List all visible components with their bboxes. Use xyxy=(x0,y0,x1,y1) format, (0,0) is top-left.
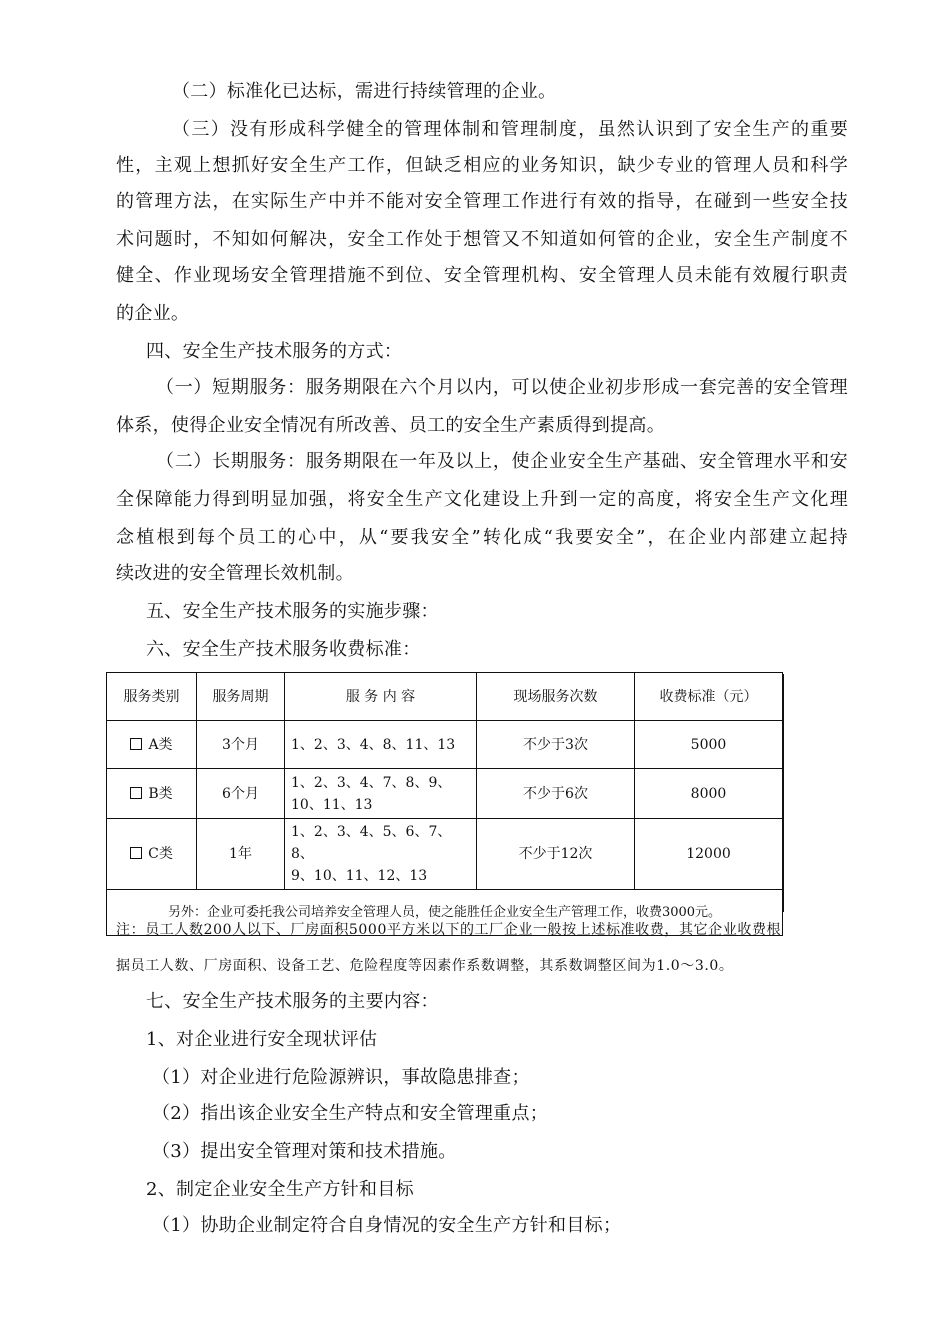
visits-cell: 不少于6次 xyxy=(477,769,635,819)
extra-note-cell: 另外：企业可委托我公司培养安全管理人员，使之能胜任企业安全生产管理工作，收费3000元。 xyxy=(107,890,783,936)
fee-cell: 8000 xyxy=(635,769,783,819)
table-header-cell: 服务类别 xyxy=(107,673,197,721)
fee-cell: 12000 xyxy=(635,819,783,890)
period-cell: 6个月 xyxy=(197,769,285,819)
table-border-shadow xyxy=(782,674,784,912)
table-header-row xyxy=(107,673,783,721)
category-cell xyxy=(107,819,197,890)
content-line: 1、2、3、4、7、8、9、 xyxy=(291,774,452,791)
content-line: 9、10、11、12、13 xyxy=(291,868,428,884)
paragraph-three-line4: 术问题时，不知如何解决，安全工作处于想管又不知道如何管的企业，安全生产制度不 xyxy=(116,229,848,250)
category-label: B类 xyxy=(148,785,173,802)
paragraph-long-term-line3: 念植根到每个员工的心中，从“要我安全”转化成“我要安全”，在企业内部建立起持 xyxy=(116,527,848,548)
fee-cell: 5000 xyxy=(635,721,783,769)
item-2-heading: 2、制定企业安全生产方针和目标 xyxy=(146,1179,414,1200)
paragraph-three-line3: 的管理方法，在实际生产中并不能对安全管理工作进行有效的指导，在碰到一些安全技 xyxy=(116,191,848,212)
paragraph-long-term-line4: 续改进的安全管理长效机制。 xyxy=(116,563,354,584)
paragraph-short-term-line2: 体系，使得企业安全情况有所改善、员工的安全生产素质得到提高。 xyxy=(116,415,665,436)
paragraph-three-line5: 健全、作业现场安全管理措施不到位、安全管理机构、安全管理人员未能有效履行职责 xyxy=(116,265,848,286)
table-header-cell: 服 务 内 容 xyxy=(285,673,477,721)
item-1-sub-2: （2）指出该企业安全生产特点和安全管理重点； xyxy=(152,1103,549,1124)
checkbox-icon xyxy=(130,738,142,750)
table-row xyxy=(107,721,783,769)
content-line: 10、11、13 xyxy=(291,796,373,813)
paragraph-three-line6: 的企业。 xyxy=(116,303,190,324)
visits-cell: 不少于3次 xyxy=(477,721,635,769)
table-row xyxy=(107,819,783,890)
checkbox-icon xyxy=(130,787,142,799)
table-header-cell: 服务周期 xyxy=(197,673,285,721)
checkbox-icon xyxy=(130,847,142,859)
paragraph-long-term-line1: （二）长期服务：服务期限在一年及以上，使企业安全生产基础、安全管理水平和安 xyxy=(156,451,848,472)
category-cell xyxy=(107,769,197,819)
heading-section-4: 四、安全生产技术服务的方式： xyxy=(146,341,403,362)
category-label: C类 xyxy=(148,846,173,862)
content-cell xyxy=(285,769,477,819)
item-1-sub-3: （3）提出安全管理对策和技术措施。 xyxy=(152,1141,457,1162)
paragraph-long-term-line2: 全保障能力得到明显加强，将安全生产文化建设上升到一定的高度，将安全生产文化理 xyxy=(116,489,848,510)
content-line: 1、2、3、4、5、6、7、8、 xyxy=(291,824,452,862)
table-header-cell: 收费标准（元） xyxy=(635,673,783,721)
category-label: A类 xyxy=(148,736,173,753)
table-row xyxy=(107,769,783,819)
item-1-heading: 1、对企业进行安全现状评估 xyxy=(146,1029,378,1050)
item-2-sub-1: （1）协助企业制定符合自身情况的安全生产方针和目标； xyxy=(152,1215,622,1236)
content-cell xyxy=(285,819,477,890)
fee-note-line2: 据员工人数、厂房面积、设备工艺、危险程度等因素作系数调整，其系数调整区间为1.0～3.0。 xyxy=(116,958,734,974)
visits-cell: 不少于12次 xyxy=(477,819,635,890)
period-cell: 3个月 xyxy=(197,721,285,769)
fee-note-line1: 注：员工人数200人以下、厂房面积5000平方米以下的工厂企业一般按上述标准收费，其它企业收费根 xyxy=(116,922,782,938)
heading-section-7: 七、安全生产技术服务的主要内容： xyxy=(146,991,439,1012)
fee-table xyxy=(106,672,783,936)
period-cell: 1年 xyxy=(197,819,285,890)
heading-section-6: 六、安全生产技术服务收费标准： xyxy=(146,639,421,660)
table-header-cell: 现场服务次数 xyxy=(477,673,635,721)
item-1-sub-1: （1）对企业进行危险源辨识，事故隐患排查； xyxy=(152,1067,530,1088)
content-cell: 1、2、3、4、8、11、13 xyxy=(285,721,477,769)
category-cell xyxy=(107,721,197,769)
paragraph-three-line1: （三）没有形成科学健全的管理体制和管理制度，虽然认识到了安全生产的重要 xyxy=(172,119,848,140)
paragraph-short-term-line1: （一）短期服务：服务期限在六个月以内，可以使企业初步形成一套完善的安全管理 xyxy=(156,377,848,398)
paragraph-standardized: （二）标准化已达标，需进行持续管理的企业。 xyxy=(172,81,557,102)
heading-section-5: 五、安全生产技术服务的实施步骤： xyxy=(146,601,439,622)
paragraph-three-line2: 性，主观上想抓好安全生产工作，但缺乏相应的业务知识，缺少专业的管理人员和科学 xyxy=(116,155,848,176)
